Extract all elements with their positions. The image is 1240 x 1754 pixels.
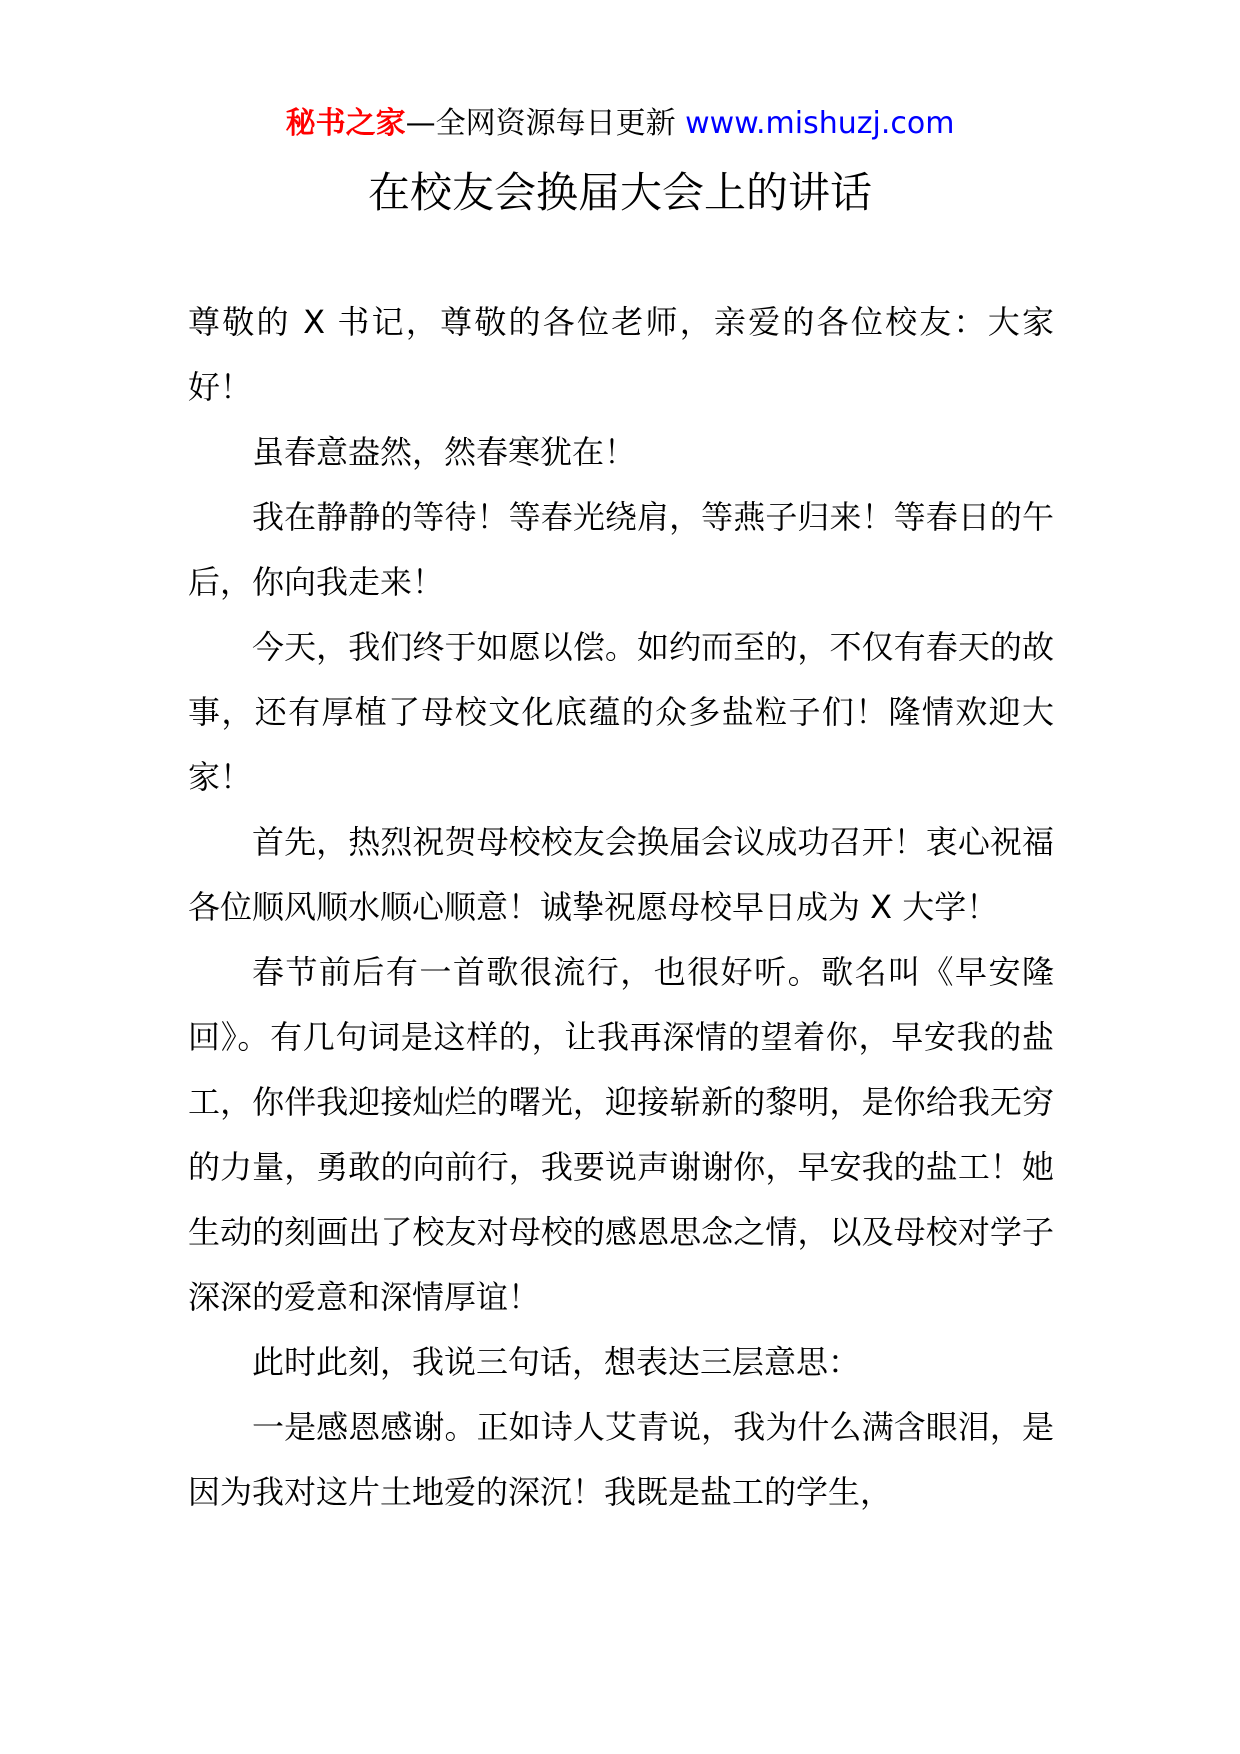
paragraph: 一是感恩感谢。正如诗人艾青说，我为什么满含眼泪，是因为我对这片土地爱的深沉！我既是盐工的学生， — [188, 1408, 1054, 1511]
document-body — [188, 290, 1054, 1525]
paragraph: 春节前后有一首歌很流行，也很好听。歌名叫《早安隆回》。有几句词是这样的，让我再深情的望着你，早安我的盐工，你伴我迎接灿烂的曙光，迎接崭新的黎明，是你给我无穷的力量，勇敢的向前行，我要说声谢谢你，早安我的盐工！她生动的刻画出了校友对母校的感恩思念之情，以及母校对学子深深的爱意和深情厚谊！ — [188, 953, 1054, 1316]
document-title: 在校友会换届大会上的讲话 — [367, 168, 872, 217]
paragraph: 首先，热烈祝贺母校校友会换届会议成功召开！衷心祝福各位顺风顺水顺心顺意！诚挚祝愿母校早日成为 X 大学！ — [188, 823, 1054, 926]
paragraph-greeting: 尊敬的 X 书记，尊敬的各位老师，亲爱的各位校友：大家好！ — [188, 303, 1054, 406]
site-tagline: —全网资源每日更新 — [405, 106, 686, 141]
site-brand: 秘书之家 — [285, 106, 406, 141]
paragraph: 虽春意盎然，然春寒犹在！ — [252, 433, 637, 471]
paragraph: 今天，我们终于如愿以偿。如约而至的，不仅有春天的故事，还有厚植了母校文化底蕴的众多盐粒子们！隆情欢迎大家！ — [188, 628, 1054, 796]
paragraph: 我在静静的等待！等春光绕肩，等燕子归来！等春日的午后，你向我走来！ — [188, 498, 1054, 601]
site-header — [0, 100, 1240, 148]
site-url[interactable]: www.mishuzj.com — [685, 106, 955, 141]
paragraph: 此时此刻，我说三句话，想表达三层意思： — [252, 1343, 861, 1381]
